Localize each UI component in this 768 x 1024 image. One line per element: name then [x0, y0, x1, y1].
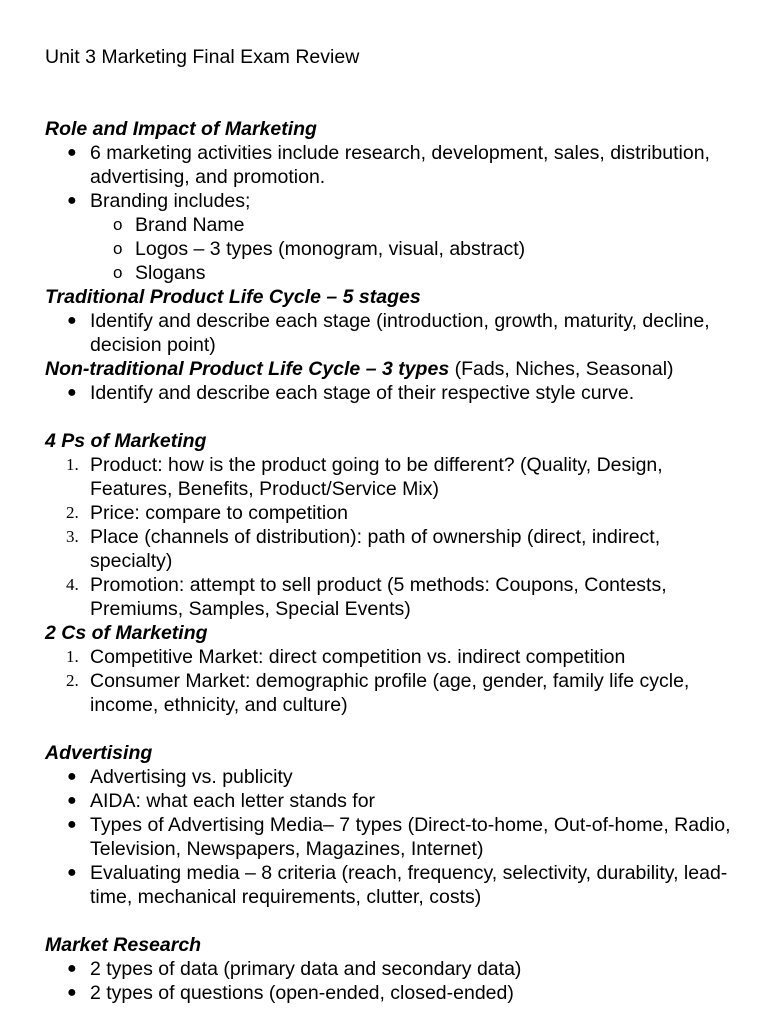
sub-list-item — [45, 237, 745, 261]
list-item-text: Evaluating media – 8 criteria (reach, frequency, selectivity, durability, lead-time, mechanical requirements, clutter, costs) — [90, 862, 728, 908]
bullet-marker: ● — [67, 864, 77, 881]
sub-list-item — [45, 261, 745, 285]
numbered-item — [45, 501, 745, 525]
bullet-marker: ● — [67, 768, 77, 785]
bullet-marker: ● — [67, 984, 77, 1001]
sub-list-item-text: Slogans — [135, 262, 206, 284]
document-page — [45, 45, 745, 1005]
list-item — [45, 861, 745, 909]
sub-list-item-text: Logos – 3 types (monogram, visual, abstract) — [135, 238, 526, 260]
blank-line — [45, 405, 745, 429]
list-item-text: Advertising vs. publicity — [90, 766, 293, 788]
numbered-item — [45, 453, 745, 501]
sub-bullet-marker: o — [113, 263, 123, 282]
section-heading-four-ps: 4 Ps of Marketing — [45, 430, 207, 452]
section-heading-nontraditional-plc — [45, 357, 745, 381]
number-marker: 2. — [66, 671, 79, 690]
bullet-marker: ● — [67, 792, 77, 809]
list-item-text: 2 types of data (primary data and secondary data) — [90, 958, 522, 980]
list-item-text: Promotion: attempt to sell product (5 methods: Coupons, Contests, Premiums, Samples, Special Events) — [90, 574, 667, 620]
two-cs-list — [45, 645, 745, 717]
list-item — [45, 141, 745, 189]
bullet-marker: ● — [67, 312, 77, 329]
numbered-item — [45, 525, 745, 573]
nontraditional-plc-list — [45, 381, 745, 405]
section-heading-advertising: Advertising — [45, 742, 153, 764]
list-item — [45, 381, 745, 405]
list-item-text: Competitive Market: direct competition vs. indirect competition — [90, 646, 626, 668]
numbered-item — [45, 573, 745, 621]
list-item-text: Price: compare to competition — [90, 502, 348, 524]
list-item — [45, 765, 745, 789]
list-item-text: AIDA: what each letter stands for — [90, 790, 376, 812]
section-heading-market-research: Market Research — [45, 934, 202, 956]
heading-suffix: (Fads, Niches, Seasonal) — [449, 358, 674, 380]
heading-text: Non-traditional Product Life Cycle – 3 types — [45, 358, 450, 380]
list-item-text: 6 marketing activities include research, development, sales, distribution, advertising, and promotion. — [90, 142, 710, 188]
sub-list-item-text: Brand Name — [135, 214, 245, 236]
list-item — [45, 189, 745, 213]
list-item — [45, 981, 745, 1005]
list-item — [45, 309, 745, 357]
advertising-list — [45, 765, 745, 909]
list-item-text: Consumer Market: demographic profile (age, gender, family life cycle, income, ethnicity, and culture) — [90, 670, 690, 716]
sub-bullet-marker: o — [113, 215, 123, 234]
list-item — [45, 813, 745, 861]
bullet-marker: ● — [67, 192, 77, 209]
number-marker: 4. — [66, 575, 79, 594]
bullet-marker: ● — [67, 144, 77, 161]
list-item-text: Types of Advertising Media– 7 types (Direct-to-home, Out-of-home, Radio, Television, Newspapers, Magazines, Internet) — [90, 814, 731, 860]
blank-line — [45, 909, 745, 933]
market-research-list — [45, 957, 745, 1005]
sub-list-item — [45, 213, 745, 237]
list-item-text: 2 types of questions (open-ended, closed-ended) — [90, 982, 514, 1004]
list-item — [45, 789, 745, 813]
section-heading-traditional-plc: Traditional Product Life Cycle – 5 stages — [45, 286, 421, 308]
blank-line — [45, 717, 745, 741]
list-item-text: Identify and describe each stage of their respective style curve. — [90, 382, 635, 404]
number-marker: 2. — [66, 503, 79, 522]
list-item-text: Place (channels of distribution): path of ownership (direct, indirect, specialty) — [90, 526, 661, 572]
section-heading-two-cs: 2 Cs of Marketing — [45, 622, 208, 644]
number-marker: 1. — [66, 455, 79, 474]
list-item-text: Identify and describe each stage (introduction, growth, maturity, decline, decision point) — [90, 310, 710, 356]
numbered-item — [45, 669, 745, 717]
number-marker: 1. — [66, 647, 79, 666]
bullet-marker: ● — [67, 816, 77, 833]
numbered-item — [45, 645, 745, 669]
list-item-text: Branding includes; — [90, 190, 251, 212]
role-impact-list — [45, 141, 745, 285]
section-heading-role-impact: Role and Impact of Marketing — [45, 118, 317, 140]
number-marker: 3. — [66, 527, 79, 546]
traditional-plc-list — [45, 309, 745, 357]
sub-bullet-marker: o — [113, 239, 123, 258]
list-item-text: Product: how is the product going to be different? (Quality, Design, Features, Benefits, Product/Service Mix) — [90, 454, 663, 500]
list-item — [45, 957, 745, 981]
document-title: Unit 3 Marketing Final Exam Review — [45, 46, 360, 68]
bullet-marker: ● — [67, 960, 77, 977]
bullet-marker: ● — [67, 384, 77, 401]
four-ps-list — [45, 453, 745, 621]
